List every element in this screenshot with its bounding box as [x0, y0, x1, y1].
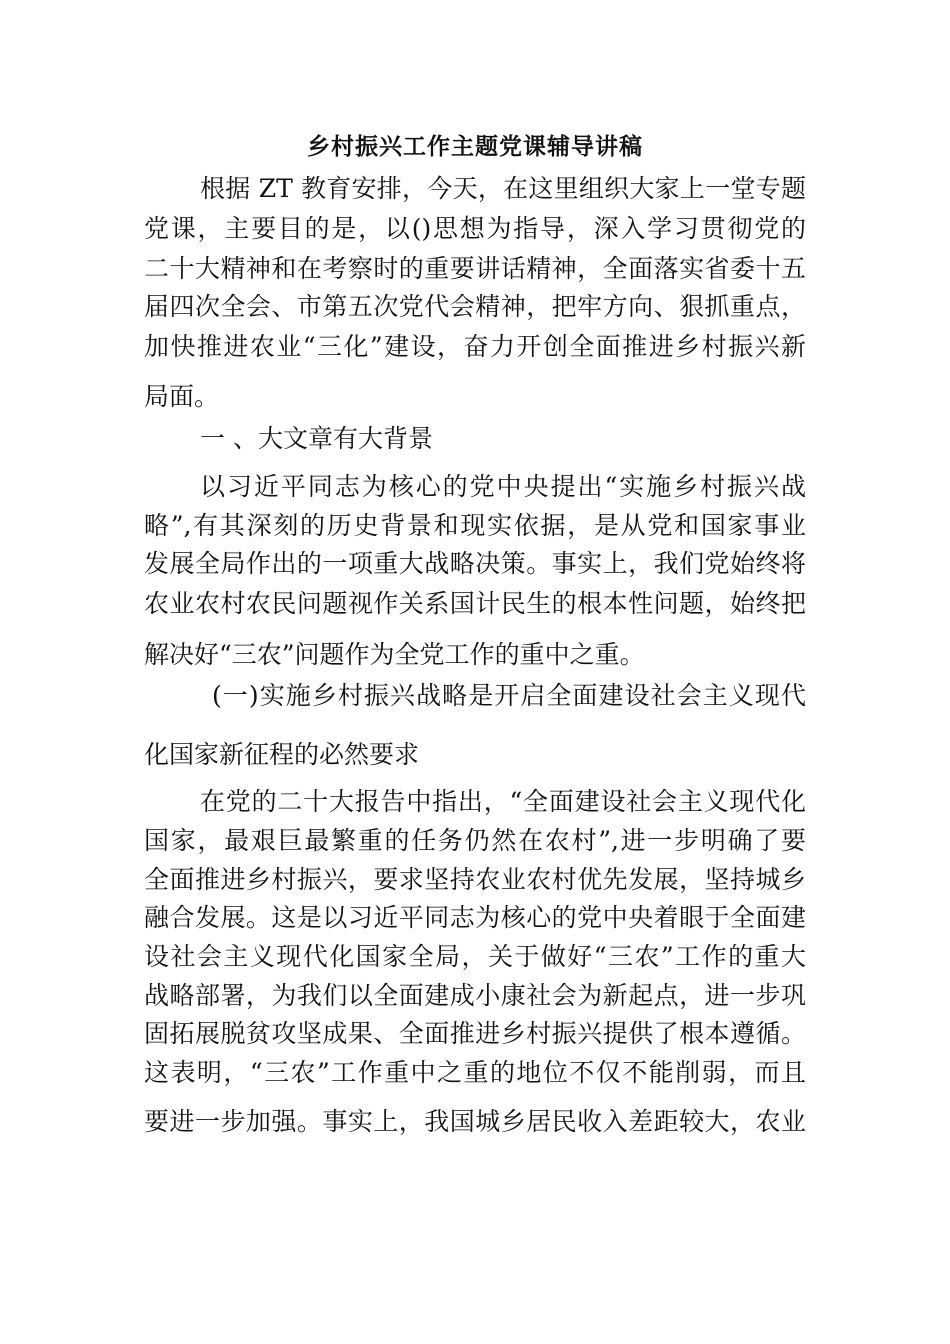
paragraph-line: 在党的二十大报告中指出，“全面建设社会主义现代化 — [200, 787, 806, 816]
paragraph-line: 党课，主要目的是，以()思想为指导，深入学习贯彻党的 — [144, 214, 806, 243]
paragraph-line: 农业农村农民问题视作关系国计民生的根本性问题，始终把 — [144, 589, 806, 618]
paragraph-line: 以习近平同志为核心的党中央提出“实施乡村振兴战 — [200, 472, 806, 501]
paragraph-line: 国家，最艰巨最繁重的任务仍然在农村”,进一步明确了要 — [144, 826, 806, 855]
paragraph-line: 战略部署，为我们以全面建成小康社会为新起点，进一步巩 — [144, 981, 806, 1010]
paragraph-line: 二十大精神和在考察时的重要讲话精神，全面落实省委十五 — [144, 254, 806, 283]
paragraph-line: 固拓展脱贫攻坚成果、全面推进乡村振兴提供了根本遵循。 — [144, 1019, 806, 1048]
paragraph-line: 全面推进乡村振兴，要求坚持农业农村优先发展，坚持城乡 — [144, 865, 806, 894]
paragraph-line: 这表明，“三农”工作重中之重的地位不仅不能削弱，而且 — [144, 1058, 806, 1087]
paragraph-line: 设社会主义现代化国家全局，关于做好“三农”工作的重大 — [144, 942, 806, 971]
paragraph-line: 局面。 — [144, 382, 220, 411]
paragraph-line: 解决好“三农”问题作为全党工作的重中之重。 — [144, 640, 645, 669]
paragraph-line: 根据 ZT 教育安排，今天，在这里组织大家上一堂专题 — [200, 174, 806, 203]
paragraph-line: 届四次全会、市第五次党代会精神，把牢方向、狠抓重点， — [144, 292, 806, 321]
paragraph-line: 发展全局作出的一项重大战略决策。事实上，我们党始终将 — [144, 549, 806, 578]
paragraph-line: 要进一步加强。事实上，我国城乡居民收入差距较大，农业 — [144, 1107, 806, 1136]
paragraph-line: 略”,有其深刻的历史背景和现实依据，是从党和国家事业 — [144, 511, 806, 540]
subsection-heading: (一)实施乡村振兴战略是开启全面建设社会主义现代 — [212, 681, 806, 710]
paragraph-line: 加快推进农业“三化”建设，奋力开创全面推进乡村振兴新 — [144, 332, 806, 361]
paragraph-line: 融合发展。这是以习近平同志为核心的党中央着眼于全面建 — [144, 903, 806, 932]
document-title: 乡村振兴工作主题党课辅导讲稿 — [307, 133, 643, 160]
section-heading: 一 、大文章有大背景 — [200, 424, 433, 453]
subsection-heading: 化国家新征程的必然要求 — [144, 740, 420, 769]
